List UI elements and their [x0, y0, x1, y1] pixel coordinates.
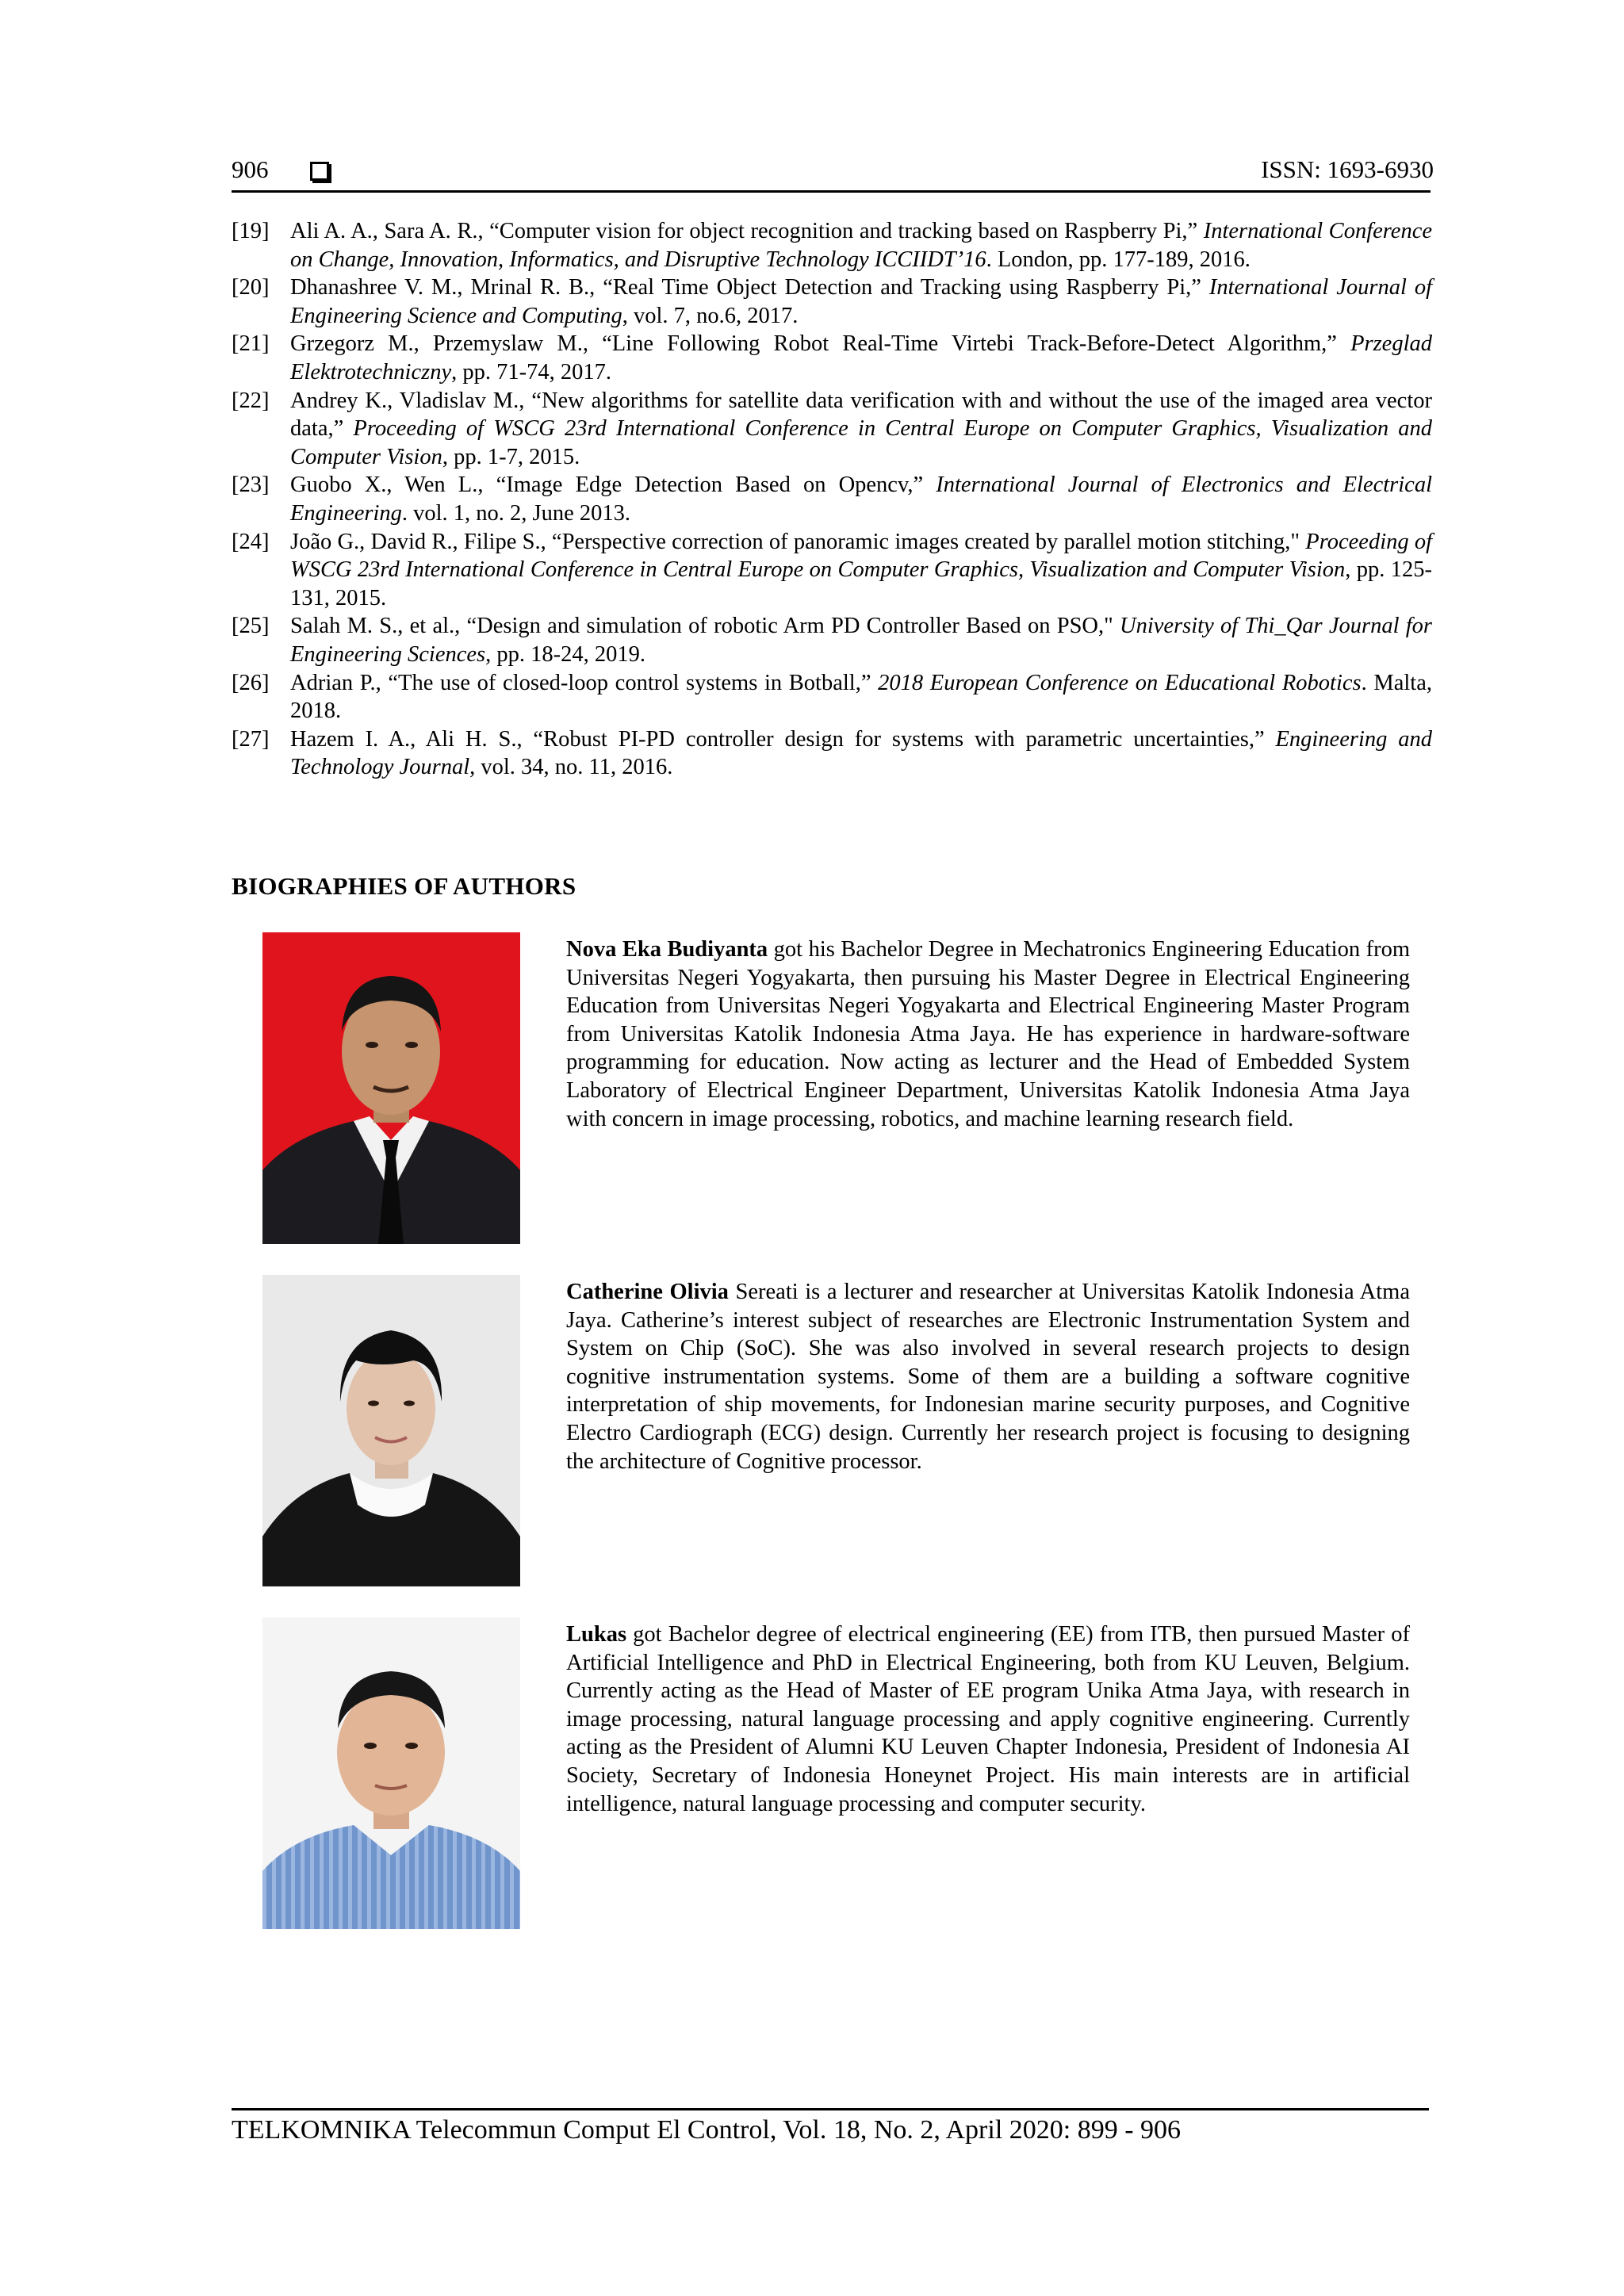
author-bio — [566, 1278, 1410, 1475]
reference-23 — [232, 471, 1432, 527]
author-name: Lukas — [566, 1622, 627, 1647]
reference-details: , pp. 18-24, 2019. — [485, 641, 645, 667]
author-bio-text: Sereati is a lecturer and researcher at Universitas Katolik Indonesia Atma Jaya. Catherine’s interest subject of researches are Electronic Instrumentation System and System on Chip (SoC). She was also involved in several research projects to design cognitive instrumentation systems. Some of them are a building a software cognitive interpretation of ship movements, for Indonesian marine security purposes, and Cognitive Electro Cardiograph (ECG) design. Currently her research project is focusing to designing the architecture of Cognitive processor. — [566, 1280, 1410, 1474]
reference-number: [23] — [232, 473, 270, 498]
reference-venue: International Journal of Electronics and Electrical Engineering — [290, 473, 1432, 526]
reference-details: , pp. 1-7, 2015. — [442, 444, 580, 469]
reference-text: Grzegorz M., Przemyslaw M., “Line Following Robot Real-Time Virtebi Track-Before-Detect Algorithm,” — [290, 331, 1351, 357]
reference-number: [22] — [232, 388, 270, 413]
reference-details: , vol. 7, no.6, 2017. — [622, 303, 799, 328]
reference-venue: International Journal of Engineering Science and Computing — [290, 275, 1433, 328]
reference-19 — [232, 217, 1432, 274]
reference-number: [19] — [232, 219, 270, 243]
reference-text: Andrey K., Vladislav M., “New algorithms for satellite data verification with and without the use of the imaged area vector data,” — [290, 388, 1432, 442]
reference-venue: 2018 European Conference on Educational Robotics — [878, 670, 1362, 695]
reference-venue: Proceeding of WSCG 23rd International Conference in Central Europe on Computer Graphics, Visualization and Computer Vision — [290, 529, 1432, 583]
reference-text: Guobo X., Wen L., “Image Edge Detection Based on Opencv,” — [290, 473, 936, 498]
author-name: Nova Eka Budiyanta — [566, 937, 768, 962]
footer-citation: TELKOMNIKA Telecommun Comput El Control, Vol. 18, No. 2, April 2020: 899 - 906 — [232, 2115, 1182, 2145]
reference-venue: Proceeding of WSCG 23rd International Conference in Central Europe on Computer Graphics, Visualization and Computer Vision — [290, 416, 1432, 469]
reference-text: Ali A. A., Sara A. R., “Computer vision for object recognition and tracking based on Raspberry Pi,” — [290, 219, 1204, 243]
header-square-icon — [310, 162, 329, 181]
reference-number: [26] — [232, 670, 270, 695]
reference-number: [24] — [232, 529, 270, 554]
header-rule — [232, 190, 1431, 193]
reference-27 — [232, 725, 1432, 782]
issn: ISSN: 1693-6930 — [1261, 155, 1434, 183]
reference-text: Salah M. S., et al., “Design and simulation of robotic Arm PD Controller Based on PSO," — [290, 614, 1120, 639]
reference-details: . vol. 1, no. 2, June 2013. — [401, 500, 631, 526]
page-number: 906 — [232, 155, 269, 183]
references-list — [232, 217, 1432, 782]
reference-text: Hazem I. A., Ali H. S., “Robust PI-PD controller design for systems with parametric uncertainties,” — [290, 726, 1276, 752]
reference-text: Dhanashree V. M., Mrinal R. B., “Real Time Object Detection and Tracking using Raspberry Pi,” — [290, 275, 1209, 300]
reference-details: . London, pp. 177-189, 2016. — [986, 247, 1251, 272]
reference-details: , pp. 71-74, 2017. — [451, 359, 611, 385]
reference-venue: International Conference on Change, Innovation, Informatics, and Disruptive Technology ICCIIDT’16 — [290, 219, 1432, 272]
author-name: Catherine Olivia — [566, 1280, 729, 1304]
reference-venue: Przeglad Elektrotechniczny — [290, 331, 1432, 385]
reference-21 — [232, 330, 1432, 386]
author-photo — [262, 1275, 520, 1586]
reference-details: . Malta, 2018. — [290, 670, 1432, 724]
footer-rule — [232, 2108, 1429, 2110]
reference-venue: Engineering and Technology Journal — [290, 726, 1432, 780]
author-photo — [262, 932, 520, 1244]
author-bio-text: got his Bachelor Degree in Mechatronics Engineering Education from Universitas Negeri Yogyakarta, then pursuing his Master Degree in Electrical Engineering Education from Universitas Negeri Yogyakarta and Electrical Engineering Master Program from Universitas Katolik Indonesia Atma Jaya. He has experience in hardware-software programming for education. Now acting as lecturer and the Head of Embedded System Laboratory of Electrical Engineer Department, Universitas Katolik Indonesia Atma Jaya with concern in image processing, robotics, and machine learning research field. — [566, 937, 1410, 1131]
author-photo — [262, 1617, 520, 1929]
reference-text: Adrian P., “The use of closed-loop control systems in Botball,” — [290, 670, 879, 695]
author-bio — [566, 936, 1410, 1133]
reference-26 — [232, 669, 1432, 725]
reference-number: [25] — [232, 614, 270, 639]
author-bio-text: got Bachelor degree of electrical engineering (EE) from ITB, then pursued Master of Artificial Intelligence and PhD in Electrical Engineering, both from KU Leuven, Belgium. Currently acting as the Head of Master of EE program Unika Atma Jaya, with research in image processing, natural language processing and apply cognitive engineering. Currently acting as the President of Alumni KU Leuven Chapter Indonesia, President of Indonesia AI Society, Secretary of Indonesia Honeynet Project. His main interests are in artificial intelligence, natural language processing and computer security. — [566, 1622, 1410, 1816]
reference-number: [21] — [232, 331, 270, 357]
reference-details: , vol. 34, no. 11, 2016. — [469, 755, 673, 780]
reference-20 — [232, 274, 1432, 330]
reference-number: [20] — [232, 275, 270, 300]
reference-details: , pp. 125-131, 2015. — [290, 557, 1432, 610]
reference-22 — [232, 387, 1432, 472]
reference-number: [27] — [232, 726, 270, 752]
author-bio — [566, 1621, 1410, 1818]
reference-24 — [232, 528, 1432, 613]
biographies-heading: BIOGRAPHIES OF AUTHORS — [232, 872, 576, 900]
reference-text: João G., David R., Filipe S., “Perspective correction of panoramic images created by parallel motion stitching," — [290, 529, 1306, 554]
reference-25 — [232, 612, 1432, 668]
reference-venue: University of Thi_Qar Journal for Engineering Sciences — [290, 614, 1433, 667]
